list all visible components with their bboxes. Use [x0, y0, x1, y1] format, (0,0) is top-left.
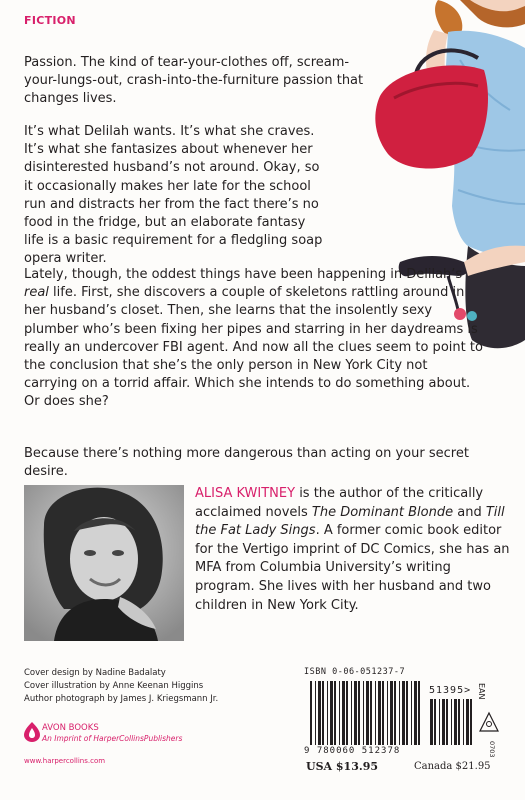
publisher-name: AVON BOOKS: [42, 723, 99, 733]
publisher-imprint: An Imprint of HarperCollinsPublishers: [42, 734, 183, 743]
side-code: 0703: [488, 741, 496, 758]
bio-text: is the author of the critically acclaimed novels: [195, 486, 484, 520]
blurb-paragraph-1: Passion. The kind of tear-your-clothes off, scream-your-lungs-out, crash-into-the-furniture passion that changes lives.: [24, 55, 364, 107]
cover-illustration-credit: Cover illustration by Anne Keenan Higgins: [24, 681, 204, 691]
barcode-bars: [310, 681, 422, 745]
bio-text: . A former comic book editor for the Vertigo imprint of DC Comics, she has an MFA from Columbia University’s writing program. She lives with her husband and two children in New York City.: [195, 523, 510, 613]
blurb-paragraph-2: It’s what Delilah wants. It’s what she craves. It’s what she fantasizes about whenever her disinterested husband’s not around. Okay, so it occasionally makes her late for the school run and distracts her from the fact there’s no food in the fridge, but an elaborate fantasy life is a basic requirement for a fledgling soap opera writer.: [24, 124, 323, 267]
barcode-digits: 9 780060 512378: [304, 746, 401, 756]
blurb-text: life. First, she discovers a couple of skeletons rattling around in her husband’s closet. Then, she learns that the insolently sexy plumber who’s been fixing her pipes and starring in her daydreams is really an undercover FBI agent. And now all the clues seem to point to the conclusion that she’s the only person in New York City not carrying on a torrid affair. Which she intends to do something about. Or does she?: [24, 285, 483, 410]
book-title: Till the Fat Lady Sings: [195, 504, 505, 539]
avon-logo-icon: [24, 722, 40, 742]
price-code: 51395>: [429, 685, 472, 696]
blurb-text: Lately, though, the oddest things have been happening in Delilah’s: [24, 267, 463, 282]
credits: [24, 667, 218, 706]
blurb-paragraph-3: [24, 266, 484, 412]
blurb-emphasis: real: [24, 285, 49, 301]
author-photo: [24, 485, 184, 641]
isbn-text: ISBN 0-06-051237-7: [304, 667, 406, 677]
cover-design-credit: Cover design by Nadine Badalaty: [24, 668, 166, 678]
price-canada: Canada $21.95: [414, 761, 491, 772]
author-photo-credit: Author photograph by James J. Kriegsmann Jr.: [24, 694, 219, 704]
genre-label: FICTION: [24, 14, 76, 27]
triangle-icon: [478, 711, 500, 733]
barcode-block: [304, 667, 509, 779]
price-usa: USA $13.95: [306, 760, 378, 773]
ean-label: EAN: [477, 683, 486, 700]
author-name: ALISA KWITNEY: [195, 486, 296, 501]
blurb-tagline: Because there’s nothing more dangerous than acting on your secret desire.: [24, 446, 469, 480]
book-title: The Dominant Blonde: [311, 504, 454, 520]
author-bio: [195, 485, 511, 615]
bio-text: and: [453, 504, 486, 520]
publisher-url: www.harpercollins.com: [24, 757, 106, 765]
price-barcode-bars: [430, 699, 474, 745]
